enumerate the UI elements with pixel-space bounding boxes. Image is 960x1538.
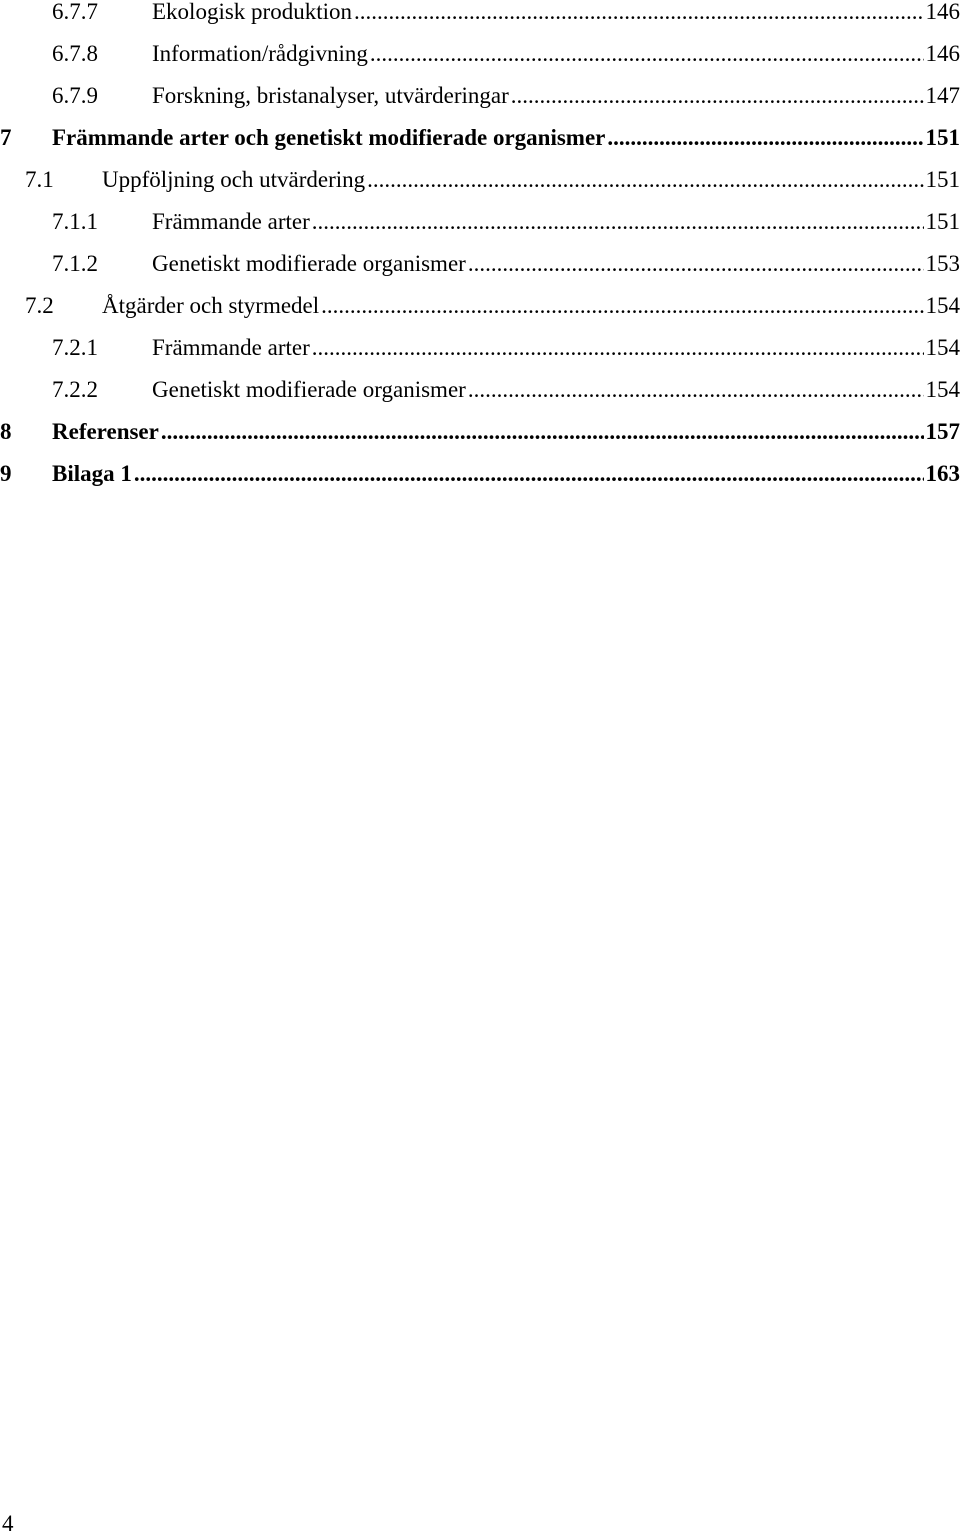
toc-entry-number: 7.1.1 xyxy=(52,209,98,234)
toc-dot-leader xyxy=(312,327,924,369)
toc-entry[interactable] xyxy=(0,33,960,75)
toc-entry-title: Referenser xyxy=(52,419,159,444)
toc-dot-leader xyxy=(134,453,924,495)
toc-entry[interactable] xyxy=(0,0,960,33)
toc-dot-leader xyxy=(367,159,923,201)
toc-entry-page: 151 xyxy=(925,125,960,150)
toc-entry[interactable] xyxy=(0,201,960,243)
toc-entry-title: Forskning, bristanalyser, utvärderingar xyxy=(152,83,509,108)
toc-entry-title: Främmande arter och genetiskt modifierade organismer xyxy=(52,125,606,150)
toc-entry[interactable] xyxy=(0,159,960,201)
toc-entry-title: Främmande arter xyxy=(152,335,310,360)
toc-entry[interactable] xyxy=(0,285,960,327)
toc-entry[interactable] xyxy=(0,369,960,411)
toc-entry-title: Genetiskt modifierade organismer xyxy=(152,377,466,402)
toc-entry-page: 154 xyxy=(925,293,960,318)
toc-entry-page: 146 xyxy=(925,0,960,24)
toc-entry-page: 147 xyxy=(925,83,960,108)
toc-entry-page: 163 xyxy=(925,461,960,486)
toc-entry-page: 146 xyxy=(925,41,960,66)
toc-entry-title: Ekologisk produktion xyxy=(152,0,352,24)
toc-dot-leader xyxy=(312,201,924,243)
toc-entry-number: 7.1.2 xyxy=(52,251,98,276)
toc-entry[interactable] xyxy=(0,453,960,495)
toc-entry[interactable] xyxy=(0,327,960,369)
page-number: 4 xyxy=(2,1511,14,1536)
toc-entry-number: 7.1 xyxy=(25,167,54,192)
toc-entry-page: 151 xyxy=(925,209,960,234)
toc-dot-leader xyxy=(370,33,924,75)
toc-entry-number: 6.7.8 xyxy=(52,41,98,66)
toc-entry-page: 157 xyxy=(925,419,960,444)
toc-entry[interactable] xyxy=(0,117,960,159)
toc-entry-title: Information/rådgivning xyxy=(152,41,368,66)
toc-entry-title: Åtgärder och styrmedel xyxy=(102,293,320,318)
toc-entry-page: 154 xyxy=(925,335,960,360)
toc-entry-number: 7.2.2 xyxy=(52,377,98,402)
toc-dot-leader xyxy=(354,0,924,33)
toc-entry-number: 9 xyxy=(0,461,12,486)
toc-entry-number: 6.7.9 xyxy=(52,83,98,108)
toc-entry-number: 7.2 xyxy=(25,293,54,318)
toc-entry-number: 7 xyxy=(0,125,12,150)
toc-entry-number: 7.2.1 xyxy=(52,335,98,360)
toc-entry-title: Genetiskt modifierade organismer xyxy=(152,251,466,276)
toc-entry[interactable] xyxy=(0,243,960,285)
toc-dot-leader xyxy=(321,285,923,327)
toc-entry-page: 153 xyxy=(925,251,960,276)
toc-entry-title: Främmande arter xyxy=(152,209,310,234)
toc-dot-leader xyxy=(468,369,924,411)
toc-entry-page: 151 xyxy=(925,167,960,192)
toc-dot-leader xyxy=(161,411,924,453)
toc-dot-leader xyxy=(468,243,924,285)
toc-dot-leader xyxy=(511,75,924,117)
toc-entry-title: Uppföljning och utvärdering xyxy=(102,167,366,192)
toc-entry[interactable] xyxy=(0,411,960,453)
toc-entry-number: 6.7.7 xyxy=(52,0,98,24)
toc-entry-page: 154 xyxy=(925,377,960,402)
toc-entry-title: Bilaga 1 xyxy=(52,461,132,486)
toc-entry[interactable] xyxy=(0,75,960,117)
toc-entry-number: 8 xyxy=(0,419,12,444)
toc-dot-leader xyxy=(607,117,923,159)
